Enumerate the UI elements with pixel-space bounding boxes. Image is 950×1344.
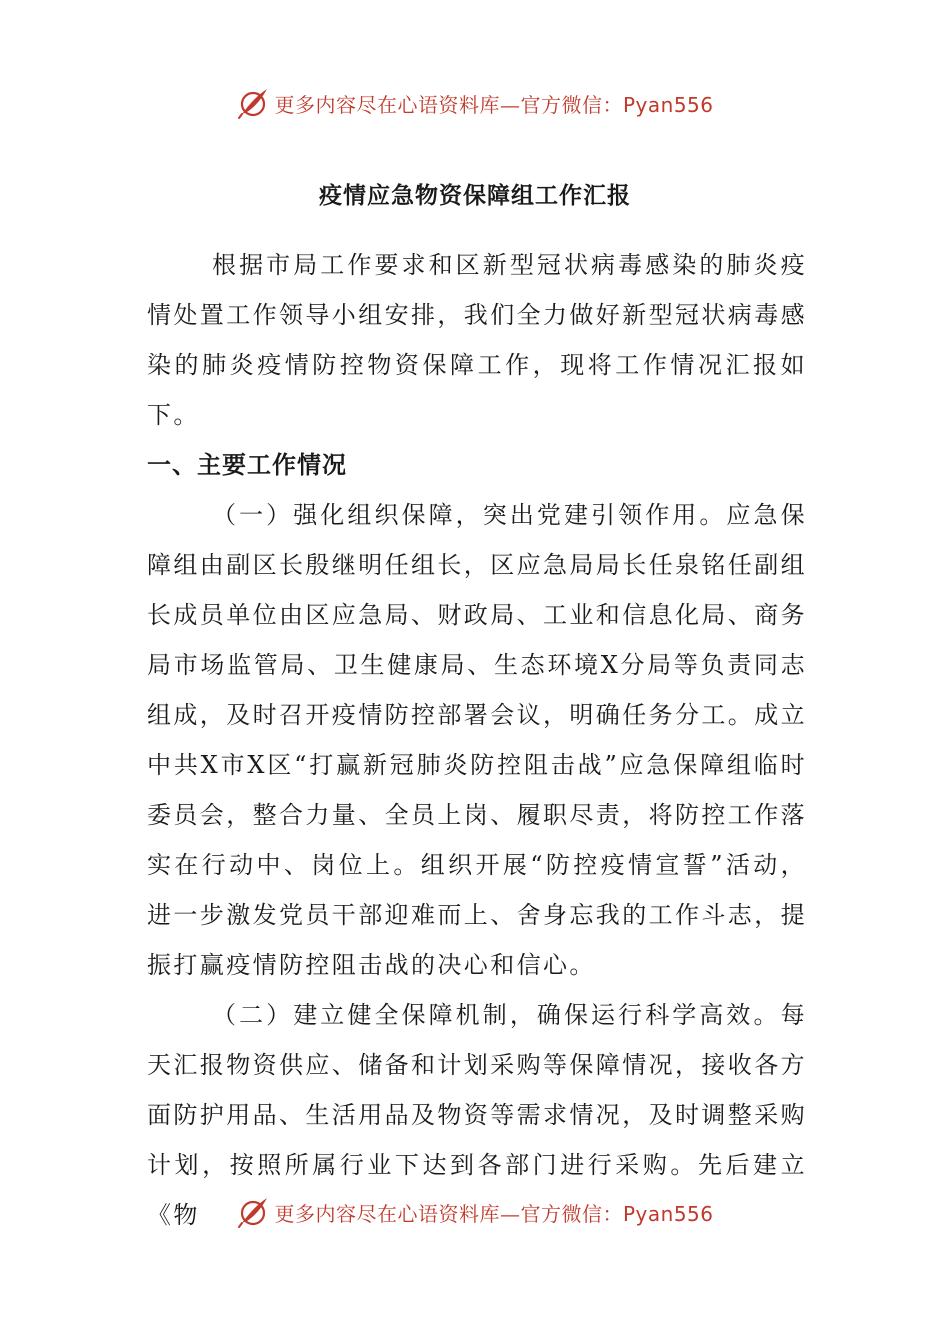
banner-text: 更多内容尽在心语资料库—官方微信：Pyan556 <box>274 92 714 117</box>
document-body <box>147 240 807 1240</box>
footer-banner <box>0 1192 950 1232</box>
header-banner <box>0 83 950 123</box>
paragraph-mechanism: （二）建立健全保障机制，确保运行科学高效。每天汇报物资供应、储备和计划采购等保障情况，接收各方面防护用品、生活用品及物资等需求情况，及时调整采购计划，按照所属行业下达到各部门进行采购。先后建立《物 <box>147 1001 807 1229</box>
banner-text: 更多内容尽在心语资料库—官方微信：Pyan556 <box>274 1201 714 1226</box>
wechat-handle: Pyan556 <box>622 1201 714 1226</box>
feather-logo-icon <box>236 86 270 120</box>
document-title: 疫情应急物资保障组工作汇报 <box>319 182 631 209</box>
paragraph-organization: （一）强化组织保障，突出党建引领作用。应急保障组由副区长殷继明任组长，区应急局局长任泉铭任副组长成员单位由区应急局、财政局、工业和信息化局、商务局市场监管局、卫生健康局、生态环境X分局等负责同志组成，及时召开疫情防控部署会议，明确任务分工。成立中共X市X区“打赢新冠肺炎防控阻击战”应急保障组临时委员会，整合力量、全员上岗、履职尽责，将防控工作落实在行动中、岗位上。组织开展“防控疫情宣誓”活动，进一步激发党员干部迎难而上、舍身忘我的工作斗志，提振打赢疫情防控阻击战的决心和信心。 <box>147 501 807 979</box>
intro-paragraph: 根据市局工作要求和区新型冠状病毒感染的肺炎疫情处置工作领导小组安排，我们全力做好新型冠状病毒感染的肺炎疫情防控物资保障工作，现将工作情况汇报如下。 <box>147 251 807 429</box>
feather-logo-icon <box>236 1195 270 1229</box>
section-heading: 一、主要工作情况 <box>147 450 347 479</box>
wechat-handle: Pyan556 <box>622 92 714 117</box>
